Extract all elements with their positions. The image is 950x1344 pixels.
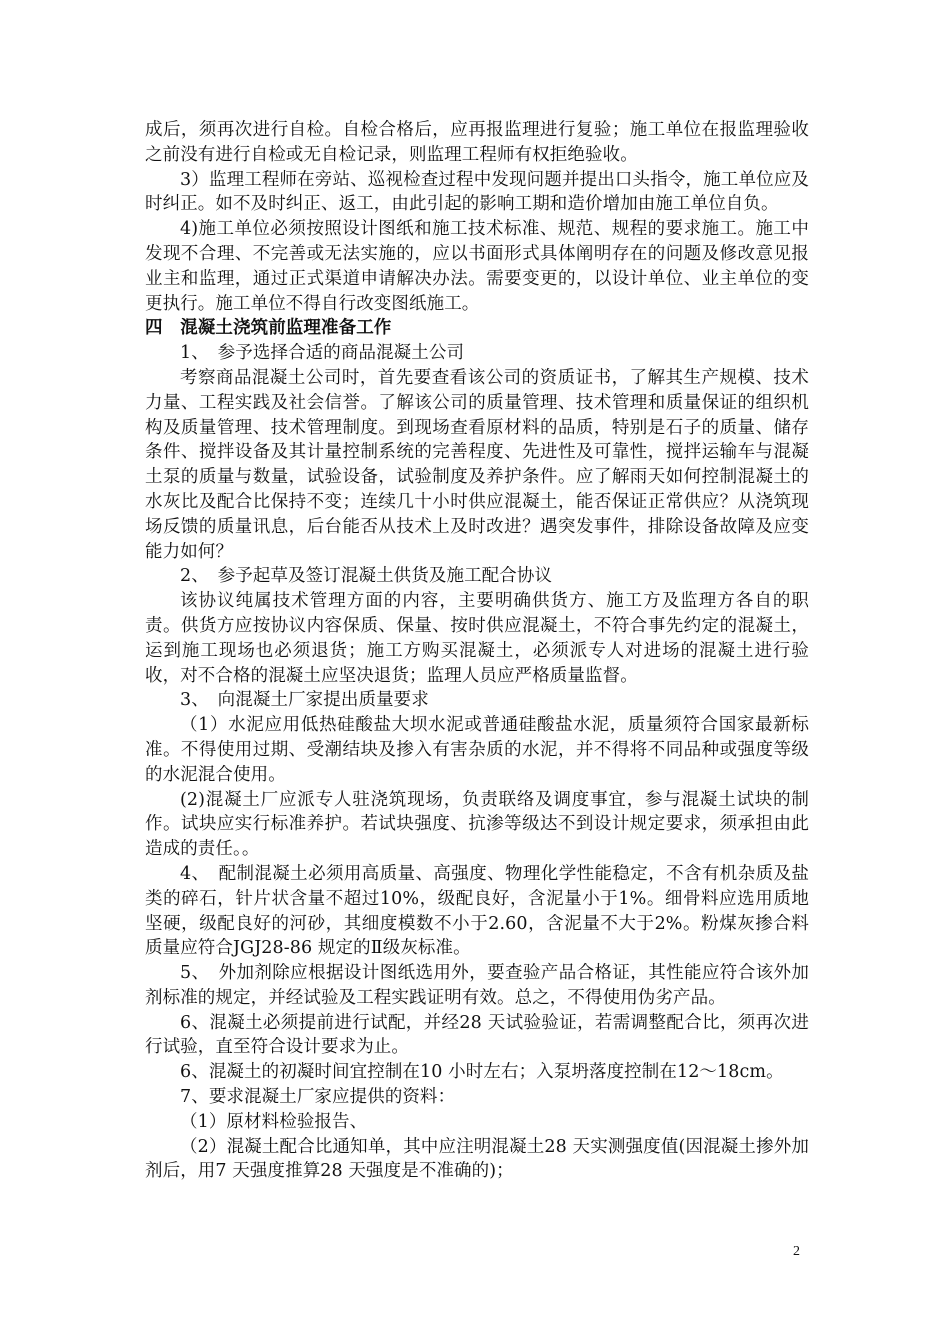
paragraph-company-evaluation: 考察商品混凝土公司时，首先要查看该公司的资质证书，了解其生产规模、技术力量、工程实践及社会信誉。了解该公司的质量管理、技术管理和质量保证的组织机构及质量管理、技术管理制度。到现场查看原材料的品质，特别是石子的质量、储存条件、搅拌设备及其计量控制系统的完善程度、先进性及可靠性，搅拌运输车与混凝土泵的质量与数量，试验设备，试验制度及养护条件。应了解雨天如何控制混凝土的水灰比及配合比保持不变；连续几十小时供应混凝土，能否保证正常供应？从浇筑现场反馈的质量讯息，后台能否从技术上及时改进？遇突发事件，排除设备故障及应变能力如何？ [145, 367, 809, 562]
paragraph-continuation: 成后，须再次进行自检。自检合格后，应再报监理进行复验；施工单位在报监理验收之前没有进行自检或无自检记录，则监理工程师有权拒绝验收。 [145, 120, 809, 165]
paragraph-item-4: 4)施工单位必须按照设计图纸和施工技术标准、规范、规程的要求施工。施工中发现不合理、不完善或无法实施的，应以书面形式具体阐明存在的问题及修改意见报业主和监理，通过正式渠道申请解决办法。需要变更的，以设计单位、业主单位的变更执行。施工单位不得自行改变图纸施工。 [145, 219, 809, 314]
paragraph-admixture-requirement: 5、 外加剂除应根据设计图纸选用外，要查验产品合格证，其性能应符合该外加剂标准的规定，并经试验及工程实践证明有效。总之，不得使用伪劣产品。 [145, 963, 809, 1008]
paragraph-trial-mix: 6、混凝土必须提前进行试配，并经28 天试验验证，若需调整配合比，须再次进行试验，直至符合设计要求为止。 [145, 1012, 809, 1058]
paragraph-supply-agreement: 该协议纯属技术管理方面的内容，主要明确供货方、施工方及监理方各自的职责。供货方应按协议内容保质、保量、按时供应混凝土，不符合事先约定的混凝土，运到施工现场也必须退货；施工方购买混凝土，必须派专人对进场的混凝土进行验收，对不合格的混凝土应坚决退货；监理人员应严格质量监督。 [145, 591, 809, 686]
paragraph-aggregate-requirement: 4、 配制混凝土必须用高质量、高强度、物理化学性能稳定，不含有机杂质及盐类的碎石，针片状含量不超过10%，级配良好，含泥量小于1%。细骨料应选用质地坚硬，级配良好的河砂，其细度模数不小于2.60，含泥量不大于2%。粉煤灰掺合料质量应符合JGJ28-86 规定的Ⅱ级灰标准。 [145, 863, 809, 959]
paragraph-material-report: （1）原材料检验报告、 [180, 1111, 368, 1132]
subheading-3: 3、 向混凝土厂家提出质量要求 [180, 690, 429, 711]
paragraph-required-documents: 7、要求混凝土厂家应提供的资料： [180, 1087, 456, 1108]
subheading-1: 1、 参予选择合适的商品混凝土公司 [180, 343, 465, 364]
paragraph-site-representative: (2)混凝土厂应派专人驻浇筑现场，负责联络及调度事宜，参与混凝土试块的制作。试块应实行标准养护。若试块强度、抗渗等级达不到设计规定要求，须承担由此造成的责任。。 [145, 789, 809, 860]
page-number: 2 [793, 1244, 800, 1259]
subheading-2: 2、 参予起草及签订混凝土供货及施工配合协议 [180, 566, 553, 587]
section-heading: 四 混凝土浇筑前监理准备工作 [145, 318, 392, 339]
paragraph-mix-notice: （2）混凝土配合比通知单，其中应注明混凝土28 天实测强度值(因混凝土掺外加剂后，用7 天强度推算28 天强度是不准确的)； [145, 1136, 809, 1182]
paragraph-cement-requirement: （1）水泥应用低热硅酸盐大坝水泥或普通硅酸盐水泥，质量须符合国家最新标准。不得使用过期、受潮结块及掺入有害杂质的水泥，并不得将不同品种或强度等级的水泥混合使用。 [145, 715, 809, 785]
paragraph-setting-time: 6、混凝土的初凝时间宜控制在10 小时左右；入泵坍落度控制在12～18cm。 [180, 1062, 784, 1083]
paragraph-item-3: 3）监理工程师在旁站、巡视检查过程中发现问题并提出口头指令，施工单位应及时纠正。如不及时纠正、返工，由此引起的影响工期和造价增加由施工单位自负。 [145, 169, 809, 215]
document-body [145, 118, 809, 1184]
